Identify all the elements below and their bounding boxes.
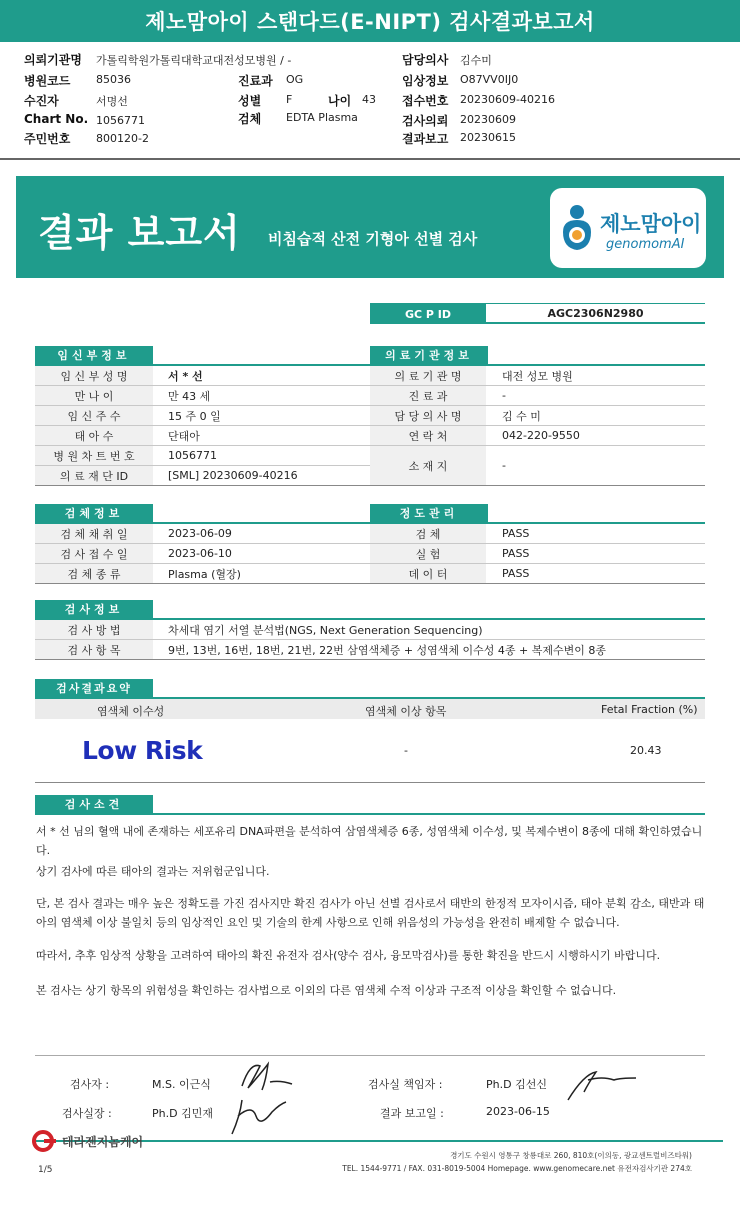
institution-row-value: 042-220-9550 — [502, 429, 580, 442]
chart-value: 1056771 — [96, 114, 145, 127]
footer-contact: TEL. 1544-9771 / FAX. 031-8019-5004 Homepage. www.genomecare.net 유전자검사기관 274호 — [342, 1164, 692, 1173]
pregnant-row-label: 임 신 부 성 명 — [35, 366, 153, 385]
specimen-label: 검체 — [238, 112, 262, 126]
section-opinion-line — [35, 813, 705, 815]
qc-row-label: 데 이 터 — [370, 564, 486, 583]
pregnant-row — [35, 386, 370, 406]
pregnant-row — [35, 446, 370, 466]
logo-sub-text: genomomAI — [606, 237, 685, 252]
institution-row-label: 의 료 기 관 명 — [370, 366, 486, 385]
opinion-paragraph: 본 검사는 상기 항목의 위험성을 확인하는 검사법으로 이외의 다른 염색체 수적 이상과 구조적 이상을 확인할 수 없습니다. — [36, 984, 617, 997]
logo-main-text: 제노맘아이 — [600, 212, 702, 236]
pregnant-row — [35, 466, 370, 486]
terragen-logo — [32, 1130, 143, 1152]
abnormal-value: - — [404, 744, 408, 757]
qc-row-value: PASS — [502, 567, 530, 580]
resident-value: 800120-2 — [96, 132, 149, 145]
pregnant-row-value: 15 주 0 일 — [168, 409, 221, 423]
test-row-value: 차세대 염기 서열 분석법(NGS, Next Generation Sequencing) — [168, 623, 483, 637]
report-date-label: 결과보고 — [402, 132, 449, 146]
opinion-paragraph: 단, 본 검사 결과는 매우 높은 정확도를 가진 검사지만 확진 검사가 아닌 선별 검사로서 태반의 한정적 모자이시즘, 태아 분획 감소, 태반과 태아의 염색체 이상 불일치 등의 임상적인 요인 및 기술의 한계 사항으로 인해 위음성의 가능성을 완전히 배제할 수 없습니다. — [36, 897, 705, 929]
qc-row-label: 검 체 — [370, 524, 486, 543]
request-date-value: 20230609 — [460, 113, 516, 126]
section-opinion-title: 검사소견 — [35, 795, 153, 813]
risk-result: Low Risk — [82, 736, 203, 765]
requester-label: 의뢰기관명 — [24, 53, 82, 67]
patient-label: 수진자 — [24, 94, 59, 108]
report-banner — [16, 176, 724, 278]
summary-bottom-line — [35, 782, 705, 783]
institution-row-value: 김 수 미 — [502, 409, 541, 423]
pregnant-row-value: 단태아 — [168, 429, 200, 443]
institution-row-value: - — [502, 389, 506, 402]
lab-chief-signature — [228, 1094, 290, 1138]
summary-col-aneuploidy: 염색체 이수성 — [97, 705, 165, 718]
pregnant-row — [35, 426, 370, 446]
pregnant-row-label: 임 신 주 수 — [35, 406, 153, 425]
opinion-paragraph: 상기 검사에 따른 태아의 결과는 저위험군입니다. — [36, 865, 270, 878]
gcpid-value: AGC2306N2980 — [486, 304, 705, 324]
lab-chief-label: 검사실장 : — [62, 1107, 112, 1120]
patient-value: 서명선 — [96, 95, 128, 108]
hospital-code-label: 병원코드 — [24, 74, 71, 88]
fetal-fraction-value: 20.43 — [630, 744, 662, 757]
qc-row-value: PASS — [502, 547, 530, 560]
institution-row-label: 진 료 과 — [370, 386, 486, 405]
receipt-value: 20230609-40216 — [460, 93, 555, 106]
tester-value: M.S. 이근식 — [152, 1078, 211, 1091]
gcpid-label: GC P ID — [370, 304, 486, 324]
chart-label: Chart No. — [24, 112, 89, 126]
specimen-value: EDTA Plasma — [286, 111, 358, 124]
institution-row — [370, 406, 705, 426]
banner-subtitle: 비침습적 산전 기형아 선별 검사 — [268, 230, 478, 248]
qc-row-label: 실 험 — [370, 544, 486, 563]
specimen-row — [35, 524, 370, 544]
pregnant-row-value: 만 43 세 — [168, 389, 211, 403]
footer-address: 경기도 수원시 영통구 창룡대로 260, 810호(이의동, 광교센트럴비즈타워) — [450, 1151, 692, 1160]
institution-row — [370, 446, 705, 486]
banner-title: 결과 보고서 — [38, 211, 241, 255]
doctor-value: 김수미 — [460, 54, 492, 67]
requester-value: 가톨릭학원가톨릭대학교대전성모병원 / - — [96, 54, 292, 67]
lab-head-label: 검사실 책임자 : — [368, 1078, 443, 1091]
lab-head-value: Ph.D 김선신 — [486, 1078, 547, 1091]
genomom-logo — [550, 188, 706, 268]
lab-chief-value: Ph.D 김민재 — [152, 1107, 213, 1120]
specimen-row-value: 2023-06-10 — [168, 547, 232, 560]
genomom-logo-icon — [558, 202, 596, 254]
specimen-row-label: 검 사 접 수 일 — [35, 544, 153, 563]
pregnant-row — [35, 406, 370, 426]
pregnant-row-label: 태 아 수 — [35, 426, 153, 445]
section-institution-title: 의료기관정보 — [370, 346, 488, 364]
test-row — [35, 620, 705, 640]
specimen-row-label: 검 체 채 취 일 — [35, 524, 153, 543]
opinion-paragraph: 서 * 선 님의 혈액 내에 존재하는 세포유리 DNA파편을 분석하여 삼염색체증 6종, 성염색체 이수성, 및 복제수변이 8종에 대해 확인하였습니다. — [36, 825, 703, 857]
qc-row — [370, 544, 705, 564]
specimen-row-value: 2023-06-09 — [168, 527, 232, 540]
footer-company: 테라젠지놈케어 — [62, 1134, 144, 1149]
age-label: 나이 — [328, 94, 352, 108]
sex-label: 성별 — [238, 94, 262, 108]
tester-label: 검사자 : — [70, 1078, 110, 1091]
terragen-logo-icon — [32, 1130, 58, 1152]
institution-row — [370, 426, 705, 446]
resident-label: 주민번호 — [24, 132, 71, 146]
clinical-value: O87VV0IJ0 — [460, 73, 519, 86]
specimen-row — [35, 564, 370, 584]
doctor-label: 담당의사 — [402, 53, 449, 67]
report-title: 제노맘아이 스탠다드(E-NIPT) 검사결과보고서 — [0, 0, 740, 42]
pregnant-row-value: 서 * 선 — [168, 369, 203, 383]
header-info — [0, 42, 740, 160]
institution-row-label: 소 재 지 — [370, 446, 486, 485]
pregnant-row-label: 의 료 재 단 ID — [35, 466, 153, 485]
section-summary-title: 검사결과요약 — [35, 679, 153, 697]
sex-value: F — [286, 93, 293, 106]
signature-top-line — [35, 1055, 705, 1056]
test-row-label: 검 사 방 법 — [35, 620, 153, 639]
report-date-value: 20230615 — [460, 131, 516, 144]
institution-row-label: 연 락 처 — [370, 426, 486, 445]
section-test-title: 검사정보 — [35, 600, 153, 618]
report-date-sign-label: 결과 보고일 : — [380, 1107, 444, 1120]
specimen-row — [35, 544, 370, 564]
pregnant-row-value: 1056771 — [168, 449, 217, 462]
opinion-paragraph: 따라서, 추후 임상적 상황을 고려하여 태아의 확진 유전자 검사(양수 검사, 융모막검사)를 통한 확진을 반드시 시행하시기 바랍니다. — [36, 949, 661, 962]
qc-row — [370, 564, 705, 584]
institution-row — [370, 366, 705, 386]
pregnant-row-label: 만 나 이 — [35, 386, 153, 405]
dept-label: 진료과 — [238, 74, 273, 88]
section-qc-title: 정도관리 — [370, 504, 488, 522]
qc-row — [370, 524, 705, 544]
request-date-label: 검사의뢰 — [402, 114, 449, 128]
test-row-value: 9번, 13번, 16번, 18번, 21번, 22번 삼염색체증 + 성염색체 이수성 4종 + 복제수변이 8종 — [168, 643, 607, 657]
summary-col-fetal-fraction: Fetal Fraction (%) — [601, 703, 698, 716]
tester-signature — [232, 1058, 298, 1094]
pregnant-row — [35, 366, 370, 386]
receipt-label: 접수번호 — [402, 94, 449, 108]
page-number: 1/5 — [38, 1165, 53, 1175]
pregnant-row-label: 병 원 차 트 번 호 — [35, 446, 153, 465]
summary-header — [35, 699, 705, 719]
dept-value: OG — [286, 73, 304, 86]
test-row-label: 검 사 항 목 — [35, 640, 153, 659]
section-specimen-title: 검체정보 — [35, 504, 153, 522]
report-date-sign-value: 2023-06-15 — [486, 1105, 550, 1118]
hospital-code-value: 85036 — [96, 73, 131, 86]
test-row — [35, 640, 705, 660]
institution-row-label: 담 당 의 사 명 — [370, 406, 486, 425]
clinical-label: 임상정보 — [402, 74, 449, 88]
institution-row — [370, 386, 705, 406]
institution-row-value: 대전 성모 병원 — [502, 369, 573, 383]
summary-col-abnormal: 염색체 이상 항목 — [365, 705, 447, 718]
specimen-row-label: 검 체 종 류 — [35, 564, 153, 583]
age-value: 43 — [362, 93, 376, 106]
section-pregnant-title: 임신부정보 — [35, 346, 153, 364]
institution-row-value: - — [502, 459, 506, 472]
pregnant-row-value: [SML] 20230609-40216 — [168, 469, 298, 482]
qc-row-value: PASS — [502, 527, 530, 540]
lab-head-signature — [562, 1066, 642, 1106]
specimen-row-value: Plasma (혈장) — [168, 567, 241, 581]
